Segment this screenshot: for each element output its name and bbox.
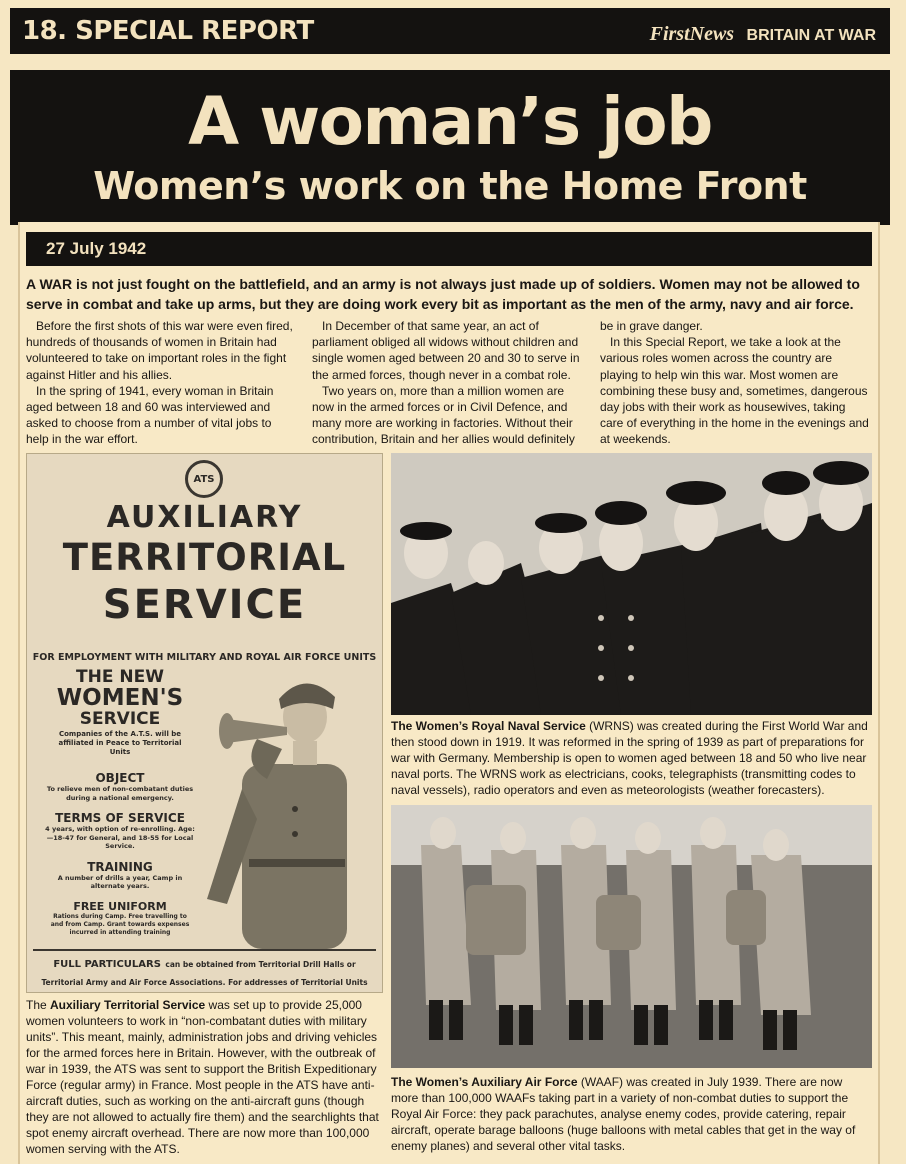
poster-uniform-text: Rations during Camp. Free travelling to and from Camp. Grant towards expenses incurred in attending training	[50, 912, 190, 936]
poster-training-text: A number of drills a year, Camp in alternate years.	[57, 873, 183, 890]
waaf-caption	[391, 1074, 872, 1154]
poster-uniform-heading: FREE UNIFORM	[73, 899, 167, 913]
ats-badge-text: ATS	[193, 473, 215, 485]
wrns-caption-text: (WRNS) was created during the First World War and then stood down in 1919. It was reformed in the spring of 1939 as part of preparations for war with Germany. Membership is open to women aged between 18 and 50 who live near naval ports. The WRNS work as electricians, cooks, telegraphists (transmitting codes to naval vessels), radio operators and even as meteorologists (weather forecasters).	[391, 719, 868, 797]
section-title: 18. SPECIAL REPORT	[22, 16, 314, 46]
poster-particulars-text: can be obtained from Territorial Drill Halls or Territorial Army and Air Force Associations. For addresses of Territorial Units	[41, 960, 368, 987]
poster-footer	[33, 949, 376, 993]
page-header-bar	[10, 8, 890, 54]
ats-caption-prefix: The	[26, 998, 51, 1012]
column-paragraph: In this Special Report, we take a look at the various roles women across the country are playing to help win this war. Most women are combining these busy and, sometimes, dangerous day jobs with their work as housewives, taking care of everything in the home in the evenings and at weekends.	[600, 335, 869, 447]
headline-subtitle: Women’s work on the Home Front	[93, 164, 807, 208]
column-paragraph: be in grave danger.	[600, 319, 703, 333]
text-column-1	[26, 318, 294, 448]
column-paragraph: In the spring of 1941, every woman in Britain aged between 18 and 60 was interviewed and asked to choose from a number of vital jobs to help in the war effort.	[26, 383, 274, 447]
ats-badge-icon	[185, 460, 223, 498]
poster-companies: Companies of the A.T.S. will be affiliated in Peace to Territorial Units	[58, 730, 182, 756]
brand	[650, 23, 876, 46]
ats-caption-title: Auxiliary Territorial Service	[50, 998, 206, 1012]
waaf-caption-text: (WAAF) was created in July 1939. There are now more than 100,000 WAAFs taking part in a variety of non-combat duties to support the Royal Air Force: they pack parachutes, analyse enemy codes, provide catering, repair aircraft, operate barage balloons (huge balloons with metal cables that get in the way of enemy planes) and several other vital tasks.	[391, 1075, 856, 1153]
waaf-caption-title: The Women’s Auxiliary Air Force	[391, 1075, 578, 1089]
column-paragraph: Two years on, more than a million women are now in the armed forces or in Civil Defence, and many more are working in factories. Without their contribution, Britain and her allies would definitely	[312, 383, 575, 447]
brand-logo: FirstNews	[649, 23, 735, 45]
ats-caption-text: was set up to provide 25,000 women volunteers to work in “non-combatant duties with military units”. This meant, mainly, administration jobs and driving vehicles for the armed forces here in Britain. However, with the outbreak of war in 1939, the ATS was sent to support the British Expeditionary Force (regular army) in France. Most people in the ATS have anti-aircraft duties, such as working on the anti-aircraft guns (though they are not allowed to actually fire them) and the searchlights that spot enemy aircraft overhead. There are now more than 100,000 women serving with the ATS.	[26, 998, 379, 1156]
series-label: BRITAIN AT WAR	[746, 27, 876, 44]
poster-line-auxiliary: AUXILIARY	[106, 500, 303, 535]
column-paragraph: In December of that same year, an act of parliament obliged all widows without children and single women aged between 20 and 30 to serve in the armed forces, though never in a combat role.	[312, 319, 580, 382]
waaf-photo	[391, 805, 872, 1068]
ats-caption	[26, 997, 383, 1157]
column-paragraph: Before the first shots of this war were even fired, hundreds of thousands of women in Britain had volunteered to take on important roles in the fight against Hitler and his allies.	[26, 319, 293, 382]
poster-terms-heading: TERMS OF SERVICE	[55, 811, 185, 825]
headline-title: A woman’s job	[188, 83, 712, 160]
poster-new-3: SERVICE	[79, 709, 161, 729]
date-bar	[26, 232, 872, 266]
wrns-photo-illustration	[391, 453, 872, 715]
poster-terms-text: 4 years, with option of re-enrolling. Age:—18-47 for General, and 18-55 for Local Service.	[45, 825, 195, 850]
waaf-photo-illustration	[391, 805, 872, 1068]
headline-block	[10, 70, 890, 225]
bugler-illustration	[187, 669, 382, 949]
poster-employment: FOR EMPLOYMENT WITH MILITARY AND ROYAL AIR FORCE UNITS	[32, 652, 377, 663]
article-date: 27 July 1942	[46, 239, 147, 258]
wrns-photo	[391, 453, 872, 715]
poster-training-heading: TRAINING	[87, 859, 153, 874]
poster-particulars-heading: FULL PARTICULARS	[53, 959, 161, 970]
text-column-3	[600, 318, 872, 448]
wrns-caption-title: The Women’s Royal Naval Service	[391, 719, 586, 733]
ats-recruitment-poster	[26, 453, 383, 993]
poster-new-2: WOMEN'S	[56, 685, 184, 711]
poster-new-1: THE NEW	[76, 667, 164, 687]
poster-line-territorial: TERRITORIAL	[62, 536, 347, 579]
poster-object-heading: OBJECT	[95, 771, 145, 785]
poster-line-service: SERVICE	[102, 582, 307, 628]
poster-object-text: To relieve men of non-combatant duties during a national emergency.	[46, 785, 194, 802]
intro-paragraph: A WAR is not just fought on the battlefield, and an army is not always just made up of soldiers. Women may not be allowed to serve in combat and take up arms, but they are doing work every bit as important as the men of the army, navy and air force.	[26, 276, 860, 312]
wrns-caption	[391, 718, 872, 798]
poster-left-text	[35, 668, 205, 937]
text-column-2	[312, 318, 584, 448]
